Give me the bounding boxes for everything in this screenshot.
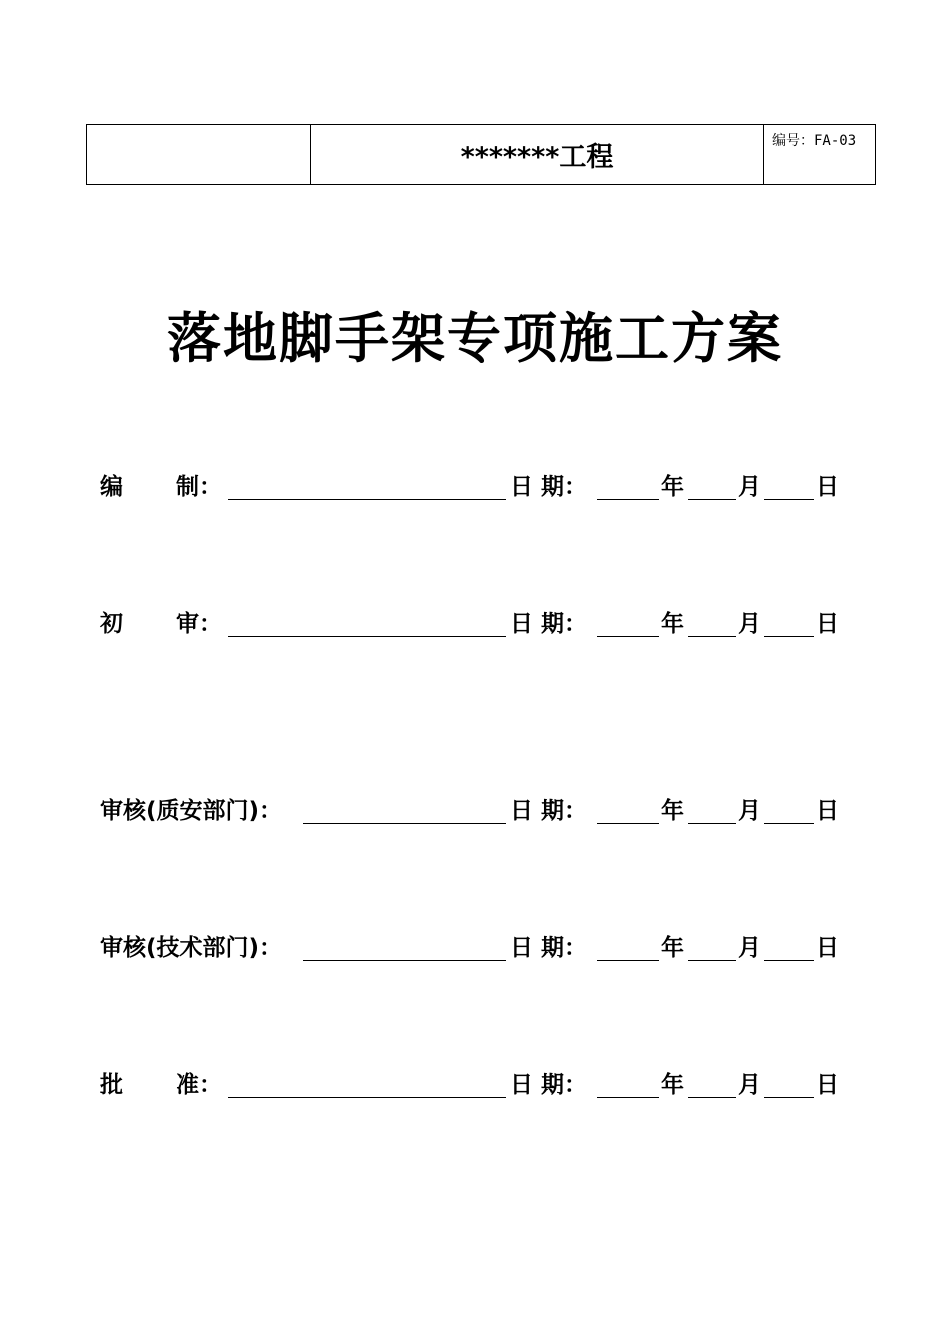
- project-name: *******工程: [311, 125, 764, 185]
- row-label-part2: 制：: [176, 474, 222, 500]
- year-line[interactable]: [597, 499, 659, 500]
- date-label: 日 期：: [510, 1072, 588, 1098]
- sign-row-quality-safety-review: [100, 794, 850, 828]
- signature-line[interactable]: [303, 960, 506, 961]
- row-label-part1: 编: [100, 474, 123, 500]
- day-label: 日: [816, 935, 839, 961]
- month-label: 月: [738, 935, 761, 961]
- date-label: 日 期：: [510, 798, 588, 824]
- month-label: 月: [738, 798, 761, 824]
- date-label: 日 期：: [510, 935, 588, 961]
- row-label: 审核(技术部门)：: [100, 935, 283, 961]
- year-label: 年: [661, 1072, 684, 1098]
- year-line[interactable]: [597, 1097, 659, 1098]
- year-line[interactable]: [597, 636, 659, 637]
- year-label: 年: [661, 474, 684, 500]
- year-line[interactable]: [597, 823, 659, 824]
- signature-line[interactable]: [228, 1097, 506, 1098]
- month-line[interactable]: [688, 636, 736, 637]
- year-label: 年: [661, 798, 684, 824]
- day-line[interactable]: [764, 960, 814, 961]
- header-left-cell: [87, 125, 311, 185]
- month-line[interactable]: [688, 499, 736, 500]
- day-label: 日: [816, 798, 839, 824]
- month-label: 月: [738, 474, 761, 500]
- month-label: 月: [738, 1072, 761, 1098]
- sign-row-initial-review: [100, 607, 850, 641]
- row-label-part2: 准：: [176, 1072, 222, 1098]
- row-label-part1: 批: [100, 1072, 123, 1098]
- row-label: 审核(质安部门)：: [100, 798, 283, 824]
- day-label: 日: [816, 474, 839, 500]
- year-label: 年: [661, 611, 684, 637]
- month-line[interactable]: [688, 960, 736, 961]
- year-line[interactable]: [597, 960, 659, 961]
- sign-row-compile: [100, 470, 850, 504]
- day-label: 日: [816, 611, 839, 637]
- day-line[interactable]: [764, 1097, 814, 1098]
- row-label-part1: 初: [100, 611, 123, 637]
- date-label: 日 期：: [510, 611, 588, 637]
- row-label-part2: 审：: [176, 611, 222, 637]
- header-table: [86, 124, 876, 185]
- day-line[interactable]: [764, 823, 814, 824]
- sign-row-approval: [100, 1068, 850, 1102]
- document-number: 编号：FA-03: [764, 125, 876, 185]
- month-label: 月: [738, 611, 761, 637]
- month-line[interactable]: [688, 823, 736, 824]
- sign-row-technical-review: [100, 931, 850, 965]
- date-label: 日 期：: [510, 474, 588, 500]
- day-line[interactable]: [764, 636, 814, 637]
- day-line[interactable]: [764, 499, 814, 500]
- signature-line[interactable]: [303, 823, 506, 824]
- day-label: 日: [816, 1072, 839, 1098]
- year-label: 年: [661, 935, 684, 961]
- document-title: 落地脚手架专项施工方案: [167, 307, 783, 370]
- month-line[interactable]: [688, 1097, 736, 1098]
- signature-line[interactable]: [228, 636, 506, 637]
- signature-line[interactable]: [228, 499, 506, 500]
